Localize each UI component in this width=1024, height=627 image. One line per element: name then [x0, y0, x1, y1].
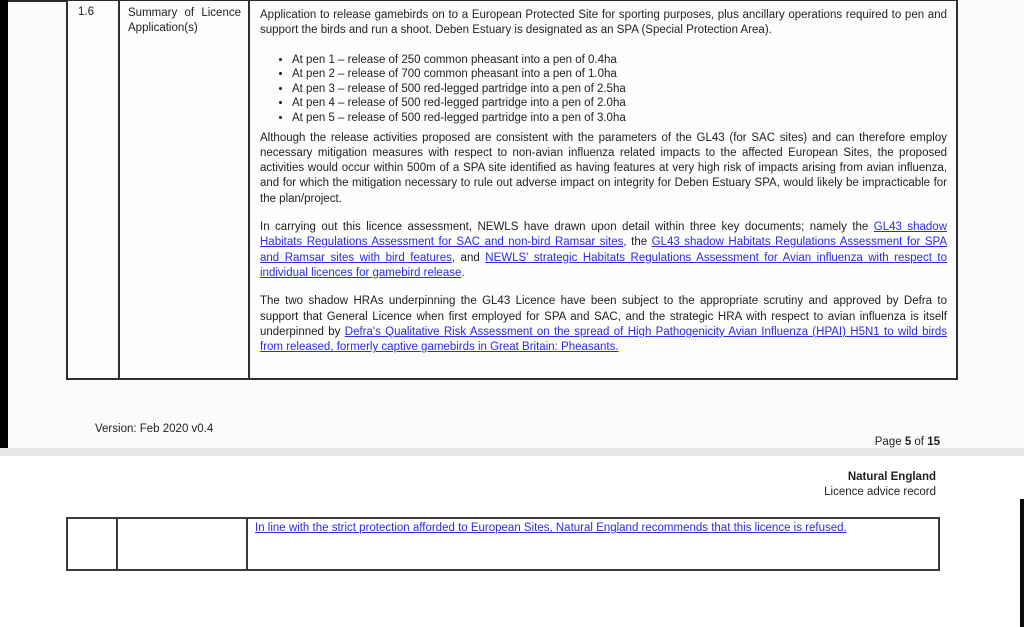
intro-paragraph: Application to release gamebirds on to a European Protected Site for sporting purposes, plus ancillary operations required to pen and support the birds and run a shoot. Deben Estuary is designated as an SPA (Special Protection Area).	[260, 9, 947, 37]
document-type-title: Licence advice record	[824, 486, 936, 498]
document-link[interactable]: NEWLS' strategic Habitats Regulations Assessment for Avian influenza with respect to individual licences for gamebird release	[260, 251, 948, 279]
of-word: of	[911, 436, 928, 448]
recommendation-cell	[248, 519, 938, 569]
document-link[interactable]: Defra's Qualitative Risk Assessment on the spread of High Pathogenicity Avian Influenza (HPAI) H5N1 to wild birds from released, formerly captive gamebirds in Great Britain: Pheasants.	[260, 325, 947, 354]
text-segment: The two shadow HRAs underpinning the GL43 Licence have been subject to the appropriate scrutiny and approved by Defra to support that General Licence when first employed for SPA and SAC, and the strategic HRA with respect to avian influenza is itself underpinned by	[260, 295, 947, 338]
pen-release-item: • At pen 2 – release of 700 common pheasant into a pen of 1.0ha	[292, 67, 947, 82]
empty-reference-cell	[68, 519, 118, 569]
viewer-background-left	[0, 0, 8, 451]
empty-label-cell	[118, 519, 248, 569]
page-number	[875, 436, 940, 448]
pen-release-item: • At pen 3 – release of 500 red-legged partridge into a pen of 2.5ha	[292, 82, 947, 97]
row-reference: 1.6	[78, 6, 94, 18]
page-word: Page	[874, 436, 905, 448]
page-current: 5	[904, 436, 912, 448]
licence-summary-table	[66, 1, 958, 380]
hra-scrutiny-paragraph	[260, 294, 947, 355]
pen-release-item: • At pen 4 – release of 500 red-legged partridge into a pen of 2.0ha	[292, 96, 947, 111]
row-reference-cell	[68, 1, 120, 378]
key-documents-paragraph	[260, 220, 947, 281]
text-segment: , and	[451, 251, 486, 264]
document-link[interactable]: GL43 shadow Habitats Regulations Assessment for SPA and Ramsar sites with bird features	[260, 236, 947, 264]
text-segment: .	[461, 266, 465, 279]
document-link[interactable]: GL43 shadow Habitats Regulations Assessment for SAC and non-bird Ramsar sites	[260, 221, 947, 249]
row-label: Summary of Licence Application(s)	[128, 7, 241, 34]
pen-release-item: • At pen 5 – release of 500 red-legged partridge into a pen of 3.0ha	[292, 111, 947, 126]
recommendation-link[interactable]: In line with the strict protection afforded to European Sites, Natural England recommends that this licence is refused.	[255, 522, 847, 534]
mitigation-paragraph: Although the release activities proposed are consistent with the parameters of the GL43 (for SAC sites) and can therefore employ necessary mitigation measures with respect to non-avian influenza related impacts to the affected European Sites, the proposed activities would occur within 500m of a SPA site identified as having features at very high risk of impacts arising from avian influenza, and for which the mitigation necessary to rule out adverse impact on integrity for Deben Estuary SPA, would likely be impracticable for the plan/project.	[260, 131, 947, 205]
row-content-cell	[250, 1, 956, 378]
org-title: Natural England	[847, 471, 936, 483]
row-label-cell	[120, 1, 250, 378]
page-total: 15	[927, 436, 940, 448]
pen-release-item: • At pen 1 – release of 250 common pheasant into a pen of 0.4ha	[292, 53, 947, 68]
pen-release-list	[260, 53, 947, 126]
text-segment: In carrying out this licence assessment, NEWLS have drawn upon detail within three key documents; namely the	[260, 221, 874, 234]
version-label: Version: Feb 2020 v0.4	[95, 423, 214, 435]
page-gap-shadow	[0, 448, 1024, 456]
viewer-background-right	[1020, 499, 1024, 627]
recommendation-table	[66, 517, 940, 571]
text-segment: , the	[623, 236, 652, 249]
